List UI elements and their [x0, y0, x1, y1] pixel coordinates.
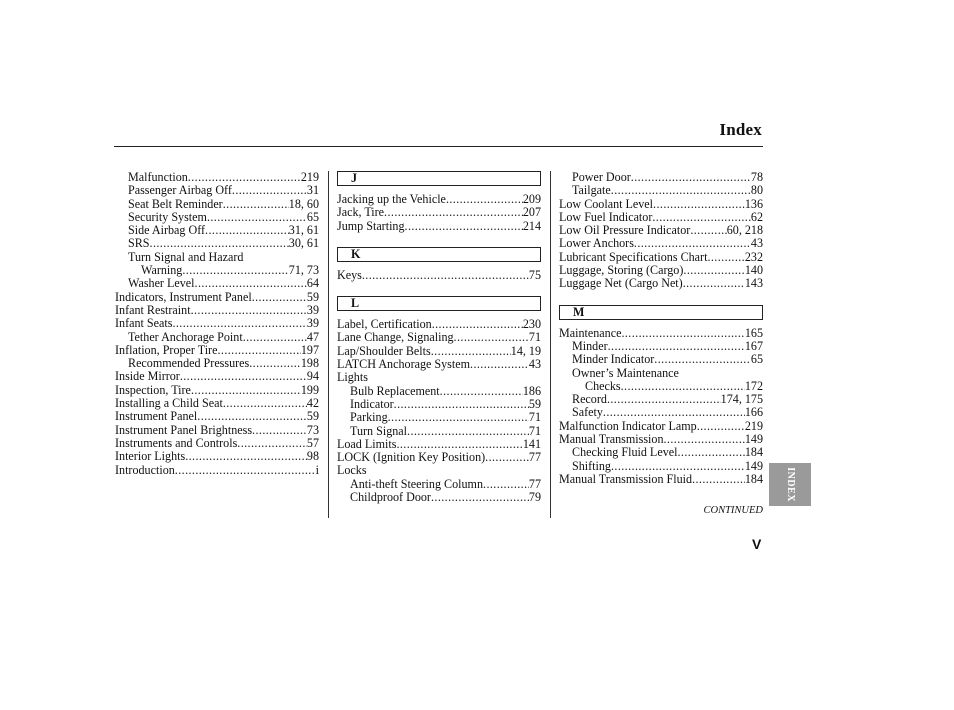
- entry-page-ref[interactable]: 31, 61: [288, 224, 319, 238]
- entry-term: Luggage, Storing (Cargo): [559, 264, 684, 278]
- index-entry[interactable]: [115, 397, 319, 410]
- dot-leader: [207, 211, 307, 224]
- entry-term: Turn Signal: [350, 424, 408, 438]
- index-entry[interactable]: [337, 385, 541, 398]
- index-entry[interactable]: [559, 433, 763, 446]
- dot-leader: [603, 406, 745, 419]
- dot-leader: [440, 385, 523, 398]
- dot-leader: [654, 353, 751, 366]
- entry-term: Checks: [585, 379, 621, 393]
- entry-page-ref[interactable]: 18, 60: [288, 197, 319, 211]
- entry-term: Seat Belt Reminder: [128, 197, 223, 211]
- entry-term: Power Door: [572, 171, 631, 184]
- entry-page-ref[interactable]: 184: [744, 446, 763, 460]
- dot-leader: [483, 478, 529, 491]
- entry-term: Maintenance: [559, 326, 622, 340]
- index-entry[interactable]: [559, 327, 763, 340]
- dot-leader: [150, 237, 289, 250]
- section-letter-header: M: [559, 305, 763, 320]
- entry-term: Record: [572, 393, 607, 407]
- index-entry[interactable]: [115, 370, 319, 383]
- entry-term: Security System: [128, 210, 207, 224]
- entry-page-ref[interactable]: 140: [744, 264, 763, 278]
- entry-page-ref[interactable]: 59: [306, 290, 319, 304]
- dot-leader: [237, 437, 307, 450]
- section-letter-header: L: [337, 296, 541, 311]
- entry-page-ref[interactable]: 167: [744, 339, 763, 353]
- dot-leader: [217, 344, 300, 357]
- index-entry[interactable]: [337, 269, 541, 282]
- entry-term: Owner’s Maintenance: [572, 366, 679, 380]
- page-number: V: [752, 536, 762, 552]
- dot-leader: [664, 433, 745, 446]
- index-entry[interactable]: [115, 264, 319, 277]
- entry-term: Lap/Shoulder Belts: [337, 344, 431, 358]
- dot-leader: [191, 384, 301, 397]
- entry-term: Infant Restraint: [115, 303, 191, 317]
- entry-term: Installing a Child Seat: [115, 397, 223, 411]
- dot-leader: [446, 193, 523, 206]
- entry-term: Turn Signal and Hazard: [128, 250, 244, 264]
- index-entry[interactable]: [337, 438, 541, 451]
- entry-term: Side Airbag Off: [128, 224, 206, 238]
- dot-leader: [175, 464, 316, 477]
- index-entry[interactable]: [337, 371, 541, 384]
- entry-term: Low Oil Pressure Indicator: [559, 224, 691, 238]
- index-entry[interactable]: [337, 220, 541, 233]
- entry-page-ref[interactable]: 14, 19: [510, 344, 541, 358]
- dot-leader: [607, 393, 721, 406]
- entry-term: Lane Change, Signaling: [337, 331, 454, 345]
- entry-page-ref[interactable]: 71: [528, 424, 541, 438]
- entry-page-ref[interactable]: 30, 61: [288, 237, 319, 251]
- entry-term: Interior Lights: [115, 450, 186, 464]
- index-column-3: [559, 171, 763, 486]
- entry-term: Indicator: [350, 397, 394, 411]
- entry-term: Parking: [350, 411, 388, 425]
- dot-leader: [252, 424, 307, 437]
- index-entry[interactable]: [115, 464, 319, 477]
- entry-page-ref[interactable]: 230: [522, 318, 541, 332]
- entry-page-ref[interactable]: 198: [300, 357, 319, 371]
- entry-term: Manual Transmission: [559, 433, 664, 447]
- entry-term: Indicators, Instrument Panel: [115, 290, 252, 304]
- dot-leader: [621, 380, 745, 393]
- dot-leader: [249, 357, 301, 370]
- index-entry[interactable]: [115, 450, 319, 463]
- entry-page-ref[interactable]: 219: [744, 419, 763, 433]
- index-entry[interactable]: [115, 237, 319, 250]
- entry-term: Lower Anchors: [559, 237, 634, 251]
- index-entry[interactable]: [559, 171, 763, 184]
- entry-term: Jump Starting: [337, 219, 405, 233]
- entry-page-ref[interactable]: 166: [744, 406, 763, 420]
- entry-term: Tether Anchorage Point: [128, 330, 243, 344]
- entry-term: Label, Certification: [337, 318, 432, 332]
- entry-page-ref[interactable]: 186: [522, 384, 541, 398]
- dot-leader: [470, 358, 529, 371]
- entry-page-ref[interactable]: 98: [306, 450, 319, 464]
- dot-leader: [205, 224, 289, 237]
- dot-leader: [223, 397, 307, 410]
- entry-term: Load Limits: [337, 437, 397, 451]
- entry-term: Passenger Airbag Off: [128, 184, 232, 198]
- index-entry[interactable]: [337, 451, 541, 464]
- section-letter-header: K: [337, 247, 541, 262]
- index-entry[interactable]: [337, 345, 541, 358]
- index-entry[interactable]: [559, 211, 763, 224]
- dot-leader: [195, 277, 307, 290]
- entry-term: Jacking up the Vehicle: [337, 193, 446, 206]
- entry-page-ref[interactable]: i: [315, 463, 319, 477]
- dot-leader: [223, 198, 289, 211]
- index-entry[interactable]: [559, 380, 763, 393]
- dot-leader: [191, 304, 307, 317]
- entry-term: Minder Indicator: [572, 353, 655, 367]
- entry-term: Instrument Panel Brightness: [115, 423, 253, 437]
- entry-page-ref[interactable]: 64: [306, 277, 319, 291]
- index-entry[interactable]: [337, 193, 541, 206]
- index-entry[interactable]: [337, 411, 541, 424]
- entry-page-ref[interactable]: 43: [750, 237, 763, 251]
- index-entry[interactable]: [115, 184, 319, 197]
- dot-leader: [683, 277, 745, 290]
- entry-term: SRS: [128, 237, 150, 251]
- dot-leader: [454, 331, 529, 344]
- section-letter-header: J: [337, 171, 541, 186]
- dot-leader: [431, 491, 529, 504]
- entry-page-ref[interactable]: 143: [744, 277, 763, 291]
- continued-note: CONTINUED: [703, 505, 763, 516]
- side-tab-label: INDEX: [784, 467, 796, 502]
- entry-page-ref[interactable]: 42: [306, 397, 319, 411]
- dot-leader: [172, 317, 306, 330]
- index-entry[interactable]: [337, 206, 541, 219]
- dot-leader: [243, 331, 307, 344]
- index-entry[interactable]: [559, 277, 763, 290]
- entry-page-ref[interactable]: 31: [306, 184, 319, 198]
- entry-page-ref[interactable]: 209: [522, 193, 541, 206]
- index-side-tab[interactable]: [769, 463, 811, 506]
- entry-term: Childproof Door: [350, 491, 431, 505]
- dot-leader: [631, 171, 751, 184]
- entry-page-ref[interactable]: 207: [522, 206, 541, 220]
- entry-term: Manual Transmission Fluid: [559, 472, 693, 486]
- index-entry[interactable]: [115, 304, 319, 317]
- index-entry[interactable]: [115, 424, 319, 437]
- entry-term: Tailgate: [572, 184, 611, 198]
- index-entry[interactable]: [115, 437, 319, 450]
- entry-page-ref[interactable]: 73: [306, 423, 319, 437]
- dot-leader: [652, 211, 751, 224]
- entry-term: Inspection, Tire: [115, 383, 191, 397]
- entry-term: Shifting: [572, 459, 611, 473]
- index-entry[interactable]: [559, 420, 763, 433]
- entry-term: Bulb Replacement: [350, 384, 440, 398]
- dot-leader: [431, 345, 511, 358]
- index-entry[interactable]: [559, 340, 763, 353]
- dot-leader: [683, 264, 744, 277]
- entry-page-ref[interactable]: 174, 175: [720, 393, 763, 407]
- index-entry[interactable]: [115, 277, 319, 290]
- entry-term: Instruments and Controls: [115, 436, 238, 450]
- entry-term: Jack, Tire: [337, 206, 385, 220]
- entry-page-ref[interactable]: 71, 73: [288, 264, 319, 278]
- dot-leader: [407, 425, 529, 438]
- entry-page-ref[interactable]: 79: [528, 491, 541, 505]
- index-entry[interactable]: [337, 464, 541, 477]
- index-entry[interactable]: [115, 198, 319, 211]
- index-entry[interactable]: [559, 237, 763, 250]
- index-entry[interactable]: [559, 393, 763, 406]
- entry-term: Instrument Panel: [115, 410, 198, 424]
- entry-term: Introduction: [115, 463, 175, 477]
- entry-term: Malfunction: [128, 171, 188, 184]
- index-entry[interactable]: [559, 353, 763, 366]
- index-entry[interactable]: [115, 357, 319, 370]
- index-entry[interactable]: [115, 251, 319, 264]
- index-entry[interactable]: [337, 425, 541, 438]
- dot-leader: [362, 269, 529, 282]
- entry-term: Anti-theft Steering Column: [350, 477, 484, 491]
- entry-term: Lights: [337, 371, 368, 385]
- dot-leader: [388, 411, 529, 424]
- index-entry[interactable]: [115, 224, 319, 237]
- entry-page-ref[interactable]: 39: [306, 303, 319, 317]
- column-divider: [550, 171, 551, 518]
- index-entry[interactable]: [559, 367, 763, 380]
- entry-page-ref[interactable]: 165: [744, 326, 763, 340]
- section-spacer: [337, 233, 541, 247]
- entry-page-ref[interactable]: 57: [306, 436, 319, 450]
- entry-page-ref[interactable]: 62: [750, 210, 763, 224]
- entry-page-ref[interactable]: 172: [744, 379, 763, 393]
- dot-leader: [394, 398, 529, 411]
- dot-leader: [697, 420, 745, 433]
- entry-term: Low Fuel Indicator: [559, 210, 653, 224]
- index-entry[interactable]: [115, 211, 319, 224]
- entry-page-ref[interactable]: 232: [744, 250, 763, 264]
- entry-page-ref[interactable]: 60, 218: [726, 224, 763, 238]
- entry-term: Inside Mirror: [115, 370, 180, 384]
- dot-leader: [485, 451, 529, 464]
- dot-leader: [188, 171, 301, 184]
- index-entry[interactable]: [559, 198, 763, 211]
- index-entry[interactable]: [559, 460, 763, 473]
- entry-page-ref[interactable]: 77: [528, 451, 541, 465]
- dot-leader: [180, 370, 307, 383]
- entry-page-ref[interactable]: 65: [306, 210, 319, 224]
- entry-term: LATCH Anchorage System: [337, 358, 471, 372]
- index-entry[interactable]: [115, 291, 319, 304]
- index-entry[interactable]: [337, 398, 541, 411]
- entry-term: LOCK (Ignition Key Position): [337, 451, 486, 465]
- entry-page-ref[interactable]: 184: [744, 472, 763, 486]
- dot-leader: [608, 340, 745, 353]
- index-entry[interactable]: [559, 224, 763, 237]
- entry-page-ref[interactable]: 39: [306, 317, 319, 331]
- dot-leader: [197, 410, 307, 423]
- entry-page-ref[interactable]: 78: [750, 171, 763, 184]
- index-column-1: [115, 171, 319, 477]
- index-entry[interactable]: [115, 410, 319, 423]
- entry-term: Warning: [141, 264, 183, 278]
- entry-page-ref[interactable]: 141: [522, 437, 541, 451]
- index-entry[interactable]: [337, 358, 541, 371]
- dot-leader: [611, 460, 745, 473]
- entry-page-ref[interactable]: 136: [744, 197, 763, 211]
- section-spacer: [337, 282, 541, 296]
- dot-leader: [692, 473, 745, 486]
- entry-term: Recommended Pressures: [128, 357, 250, 371]
- entry-page-ref[interactable]: 43: [528, 358, 541, 372]
- entry-term: Lubricant Specifications Chart: [559, 250, 708, 264]
- entry-page-ref[interactable]: 214: [522, 219, 541, 233]
- entry-page-ref[interactable]: 65: [750, 353, 763, 367]
- index-entry[interactable]: [559, 473, 763, 486]
- entry-page-ref[interactable]: 197: [300, 343, 319, 357]
- entry-term: Washer Level: [128, 277, 195, 291]
- entry-page-ref[interactable]: 71: [528, 411, 541, 425]
- dot-leader: [232, 184, 307, 197]
- entry-term: Malfunction Indicator Lamp: [559, 419, 697, 433]
- dot-leader: [182, 264, 288, 277]
- dot-leader: [252, 291, 307, 304]
- entry-term: Safety: [572, 406, 603, 420]
- dot-leader: [634, 237, 751, 250]
- dot-leader: [185, 450, 307, 463]
- dot-leader: [621, 327, 744, 340]
- entry-page-ref[interactable]: 94: [306, 370, 319, 384]
- entry-term: Locks: [337, 464, 367, 478]
- entry-term: Checking Fluid Level: [572, 446, 678, 460]
- dot-leader: [396, 438, 522, 451]
- entry-page-ref[interactable]: 219: [300, 171, 319, 184]
- index-entry[interactable]: [559, 251, 763, 264]
- entry-page-ref[interactable]: 80: [750, 184, 763, 198]
- index-entry[interactable]: [337, 478, 541, 491]
- dot-leader: [677, 446, 744, 459]
- entry-term: Inflation, Proper Tire: [115, 343, 218, 357]
- index-entry[interactable]: [115, 344, 319, 357]
- entry-page-ref[interactable]: 75: [528, 268, 541, 282]
- entry-term: Infant Seats: [115, 317, 173, 331]
- dot-leader: [405, 220, 523, 233]
- index-entry[interactable]: [559, 446, 763, 459]
- entry-page-ref[interactable]: 199: [300, 383, 319, 397]
- dot-leader: [384, 206, 523, 219]
- page-title: Index: [719, 120, 762, 139]
- index-entry[interactable]: [559, 184, 763, 197]
- entry-term: Luggage Net (Cargo Net): [559, 277, 683, 291]
- entry-term: Keys: [337, 268, 362, 282]
- index-entry[interactable]: [115, 171, 319, 184]
- dot-leader: [653, 198, 745, 211]
- index-entry[interactable]: [559, 264, 763, 277]
- entry-term: Minder: [572, 339, 608, 353]
- index-entry[interactable]: [115, 317, 319, 330]
- dot-leader: [611, 184, 751, 197]
- entry-page-ref[interactable]: 71: [528, 331, 541, 345]
- entry-page-ref[interactable]: 149: [744, 459, 763, 473]
- title-rule: [114, 146, 763, 147]
- index-entry[interactable]: [559, 406, 763, 419]
- index-entry[interactable]: [337, 331, 541, 344]
- entry-term: Low Coolant Level: [559, 197, 654, 211]
- dot-leader: [690, 224, 726, 237]
- section-spacer: [559, 291, 763, 305]
- entry-page-ref[interactable]: 47: [306, 330, 319, 344]
- dot-leader: [432, 318, 523, 331]
- entry-page-ref[interactable]: 149: [744, 433, 763, 447]
- entry-page-ref[interactable]: 59: [306, 410, 319, 424]
- index-column-2: [337, 171, 541, 504]
- column-divider: [328, 171, 329, 518]
- dot-leader: [707, 251, 744, 264]
- index-entry[interactable]: [115, 331, 319, 344]
- entry-page-ref[interactable]: 77: [528, 477, 541, 491]
- index-entry[interactable]: [337, 318, 541, 331]
- index-entry[interactable]: [115, 384, 319, 397]
- index-entry[interactable]: [337, 491, 541, 504]
- entry-page-ref[interactable]: 59: [528, 397, 541, 411]
